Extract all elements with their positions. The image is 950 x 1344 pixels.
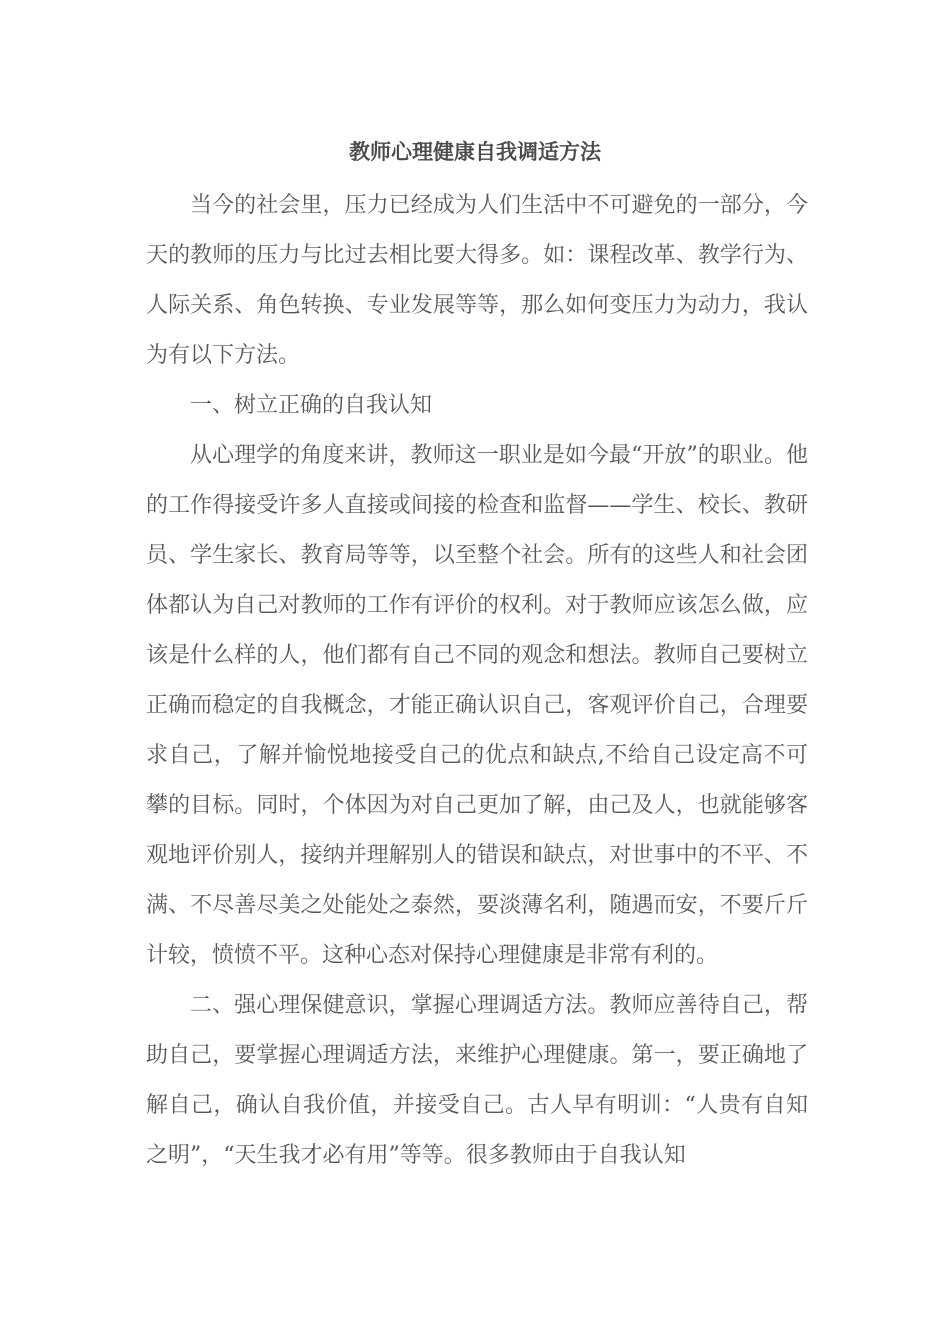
section-heading-1: 一、树立正确的自我认知 xyxy=(190,393,433,418)
paragraph-intro: 当今的社会里，压力已经成为人们生活中不可避免的一部分，今天的教师的压力与比过去相比要大得多。如：课程改革、教学行为、人际关系、角色转换、专业发展等等，那么如何变压力为动力，我认为有以下方法。 xyxy=(146,193,808,368)
paragraph-section-2: 二、强心理保健意识，掌握心理调适方法。教师应善待自己，帮助自己，要掌握心理调适方法，来维护心理健康。第一，要正确地了解自己，确认自我价值，并接受自己。古人早有明训：“人贵有自知之明”，“天生我才必有用”等等。很多教师由于自我认知 xyxy=(146,993,808,1168)
document-body xyxy=(146,181,808,1181)
paragraph-section-1: 从心理学的角度来讲，教师这一职业是如今最“开放”的职业。他的工作得接受许多人直接或间接的检查和监督——学生、校长、教研员、学生家长、教育局等等，以至整个社会。所有的这些人和社会团体都认为自己对教师的工作有评价的权利。对于教师应该怎么做，应该是什么样的人，他们都有自己不同的观念和想法。教师自己要树立正确而稳定的自我概念，才能正确认识自己，客观评价自己，合理要求自己，了解并愉悦地接受自己的优点和缺点,不给自己设定高不可攀的目标。同时，个体因为对自己更加了解，由己及人，也就能够客观地评价别人，接纳并理解别人的错误和缺点，对世事中的不平、不满、不尽善尽美之处能处之泰然，要淡薄名利，随遇而安，不要斤斤计较，愤愤不平。这种心态对保持心理健康是非常有利的。 xyxy=(146,443,808,968)
document-title: 教师心理健康自我调适方法 xyxy=(349,140,601,164)
